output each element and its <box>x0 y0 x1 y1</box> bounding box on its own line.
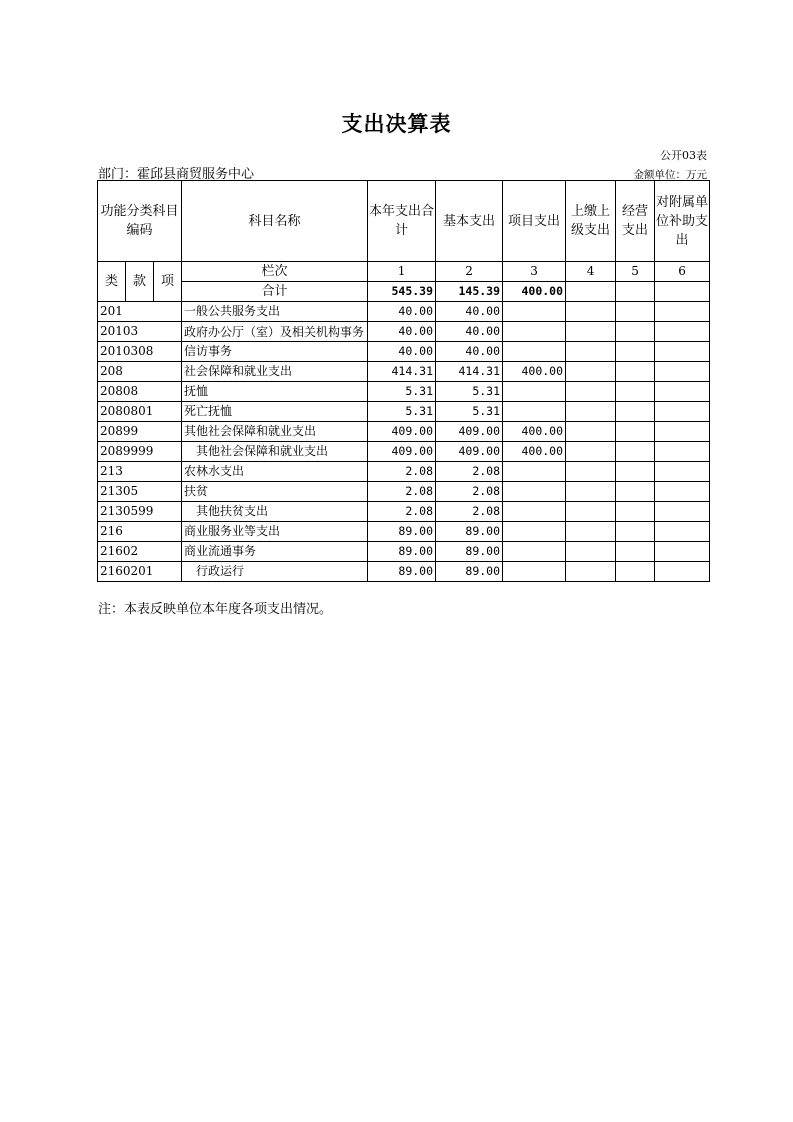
row-project: 400.00 <box>503 442 566 462</box>
row-total: 40.00 <box>368 322 436 342</box>
footnote: 注：本表反映单位本年度各项支出情况。 <box>98 602 333 617</box>
row-project <box>503 542 566 562</box>
row-subject-name: 其他扶贫支出 <box>182 502 368 522</box>
row-total: 409.00 <box>368 422 436 442</box>
row-basic: 2.08 <box>436 482 503 502</box>
row-subsidiary <box>655 382 710 402</box>
row-project: 400.00 <box>503 422 566 442</box>
row-project <box>503 522 566 542</box>
row-project <box>503 342 566 362</box>
row-project <box>503 402 566 422</box>
total-amount: 545.39 <box>368 282 436 302</box>
row-total: 2.08 <box>368 502 436 522</box>
row-business <box>616 502 655 522</box>
row-code: 20103 <box>98 322 182 342</box>
row-code: 216 <box>98 522 182 542</box>
row-project <box>503 322 566 342</box>
row-basic: 5.31 <box>436 402 503 422</box>
total-project: 400.00 <box>503 282 566 302</box>
row-subject-name: 其他社会保障和就业支出 <box>182 422 368 442</box>
row-total: 89.00 <box>368 562 436 582</box>
row-total: 414.31 <box>368 362 436 382</box>
expenditure-table <box>97 180 710 582</box>
col-index-5: 5 <box>616 262 655 282</box>
row-subsidiary <box>655 422 710 442</box>
row-business <box>616 302 655 322</box>
row-business <box>616 342 655 362</box>
row-basic: 414.31 <box>436 362 503 382</box>
row-subsidiary <box>655 302 710 322</box>
row-upper <box>566 402 616 422</box>
row-code: 2010308 <box>98 342 182 362</box>
header-row <box>98 181 710 262</box>
header-business: 经营支出 <box>616 181 655 262</box>
row-project <box>503 462 566 482</box>
row-business <box>616 422 655 442</box>
row-code: 20899 <box>98 422 182 442</box>
table-row <box>98 422 710 442</box>
amount-unit-label: 金额单位：万元 <box>633 169 707 181</box>
row-code: 2130599 <box>98 502 182 522</box>
table-row <box>98 562 710 582</box>
table-row <box>98 342 710 362</box>
row-subject-name: 行政运行 <box>182 562 368 582</box>
row-subsidiary <box>655 362 710 382</box>
table-row <box>98 382 710 402</box>
row-basic: 89.00 <box>436 562 503 582</box>
row-code: 20808 <box>98 382 182 402</box>
row-subject-name: 社会保障和就业支出 <box>182 362 368 382</box>
total-upper <box>566 282 616 302</box>
row-basic: 89.00 <box>436 522 503 542</box>
row-subsidiary <box>655 542 710 562</box>
row-subject-name: 信访事务 <box>182 342 368 362</box>
row-business <box>616 482 655 502</box>
col-index-6: 6 <box>655 262 710 282</box>
row-subsidiary <box>655 502 710 522</box>
row-code: 21305 <box>98 482 182 502</box>
row-upper <box>566 342 616 362</box>
row-basic: 2.08 <box>436 502 503 522</box>
row-upper <box>566 442 616 462</box>
row-upper <box>566 462 616 482</box>
header-subsidiary: 对附属单位补助支出 <box>655 181 710 262</box>
row-upper <box>566 382 616 402</box>
col-index-4: 4 <box>566 262 616 282</box>
row-upper <box>566 482 616 502</box>
row-business <box>616 462 655 482</box>
header-basic: 基本支出 <box>436 181 503 262</box>
row-subsidiary <box>655 462 710 482</box>
row-total: 89.00 <box>368 522 436 542</box>
row-subsidiary <box>655 522 710 542</box>
row-basic: 40.00 <box>436 322 503 342</box>
header-kuan: 款 <box>126 262 154 302</box>
row-subject-name: 一般公共服务支出 <box>182 302 368 322</box>
table-row <box>98 462 710 482</box>
row-business <box>616 562 655 582</box>
row-basic: 5.31 <box>436 382 503 402</box>
row-project: 400.00 <box>503 362 566 382</box>
row-basic: 89.00 <box>436 542 503 562</box>
row-total: 40.00 <box>368 342 436 362</box>
table-row <box>98 502 710 522</box>
page-title: 支出决算表 <box>341 112 452 136</box>
row-project <box>503 562 566 582</box>
row-basic: 2.08 <box>436 462 503 482</box>
row-total: 2.08 <box>368 482 436 502</box>
row-subject-name: 其他社会保障和就业支出 <box>182 442 368 462</box>
row-upper <box>566 502 616 522</box>
table-row <box>98 542 710 562</box>
row-basic: 40.00 <box>436 342 503 362</box>
total-row <box>98 282 710 302</box>
row-project <box>503 482 566 502</box>
row-subsidiary <box>655 402 710 422</box>
row-subsidiary <box>655 322 710 342</box>
row-subsidiary <box>655 442 710 462</box>
row-code: 2089999 <box>98 442 182 462</box>
header-upper: 上缴上级支出 <box>566 181 616 262</box>
row-business <box>616 522 655 542</box>
col-index-2: 2 <box>436 262 503 282</box>
table-row <box>98 362 710 382</box>
row-code: 213 <box>98 462 182 482</box>
row-business <box>616 322 655 342</box>
table-row <box>98 302 710 322</box>
row-project <box>503 382 566 402</box>
row-total: 40.00 <box>368 302 436 322</box>
row-basic: 40.00 <box>436 302 503 322</box>
row-basic: 409.00 <box>436 442 503 462</box>
row-total: 89.00 <box>368 542 436 562</box>
header-total: 本年支出合计 <box>368 181 436 262</box>
row-business <box>616 442 655 462</box>
header-lei: 类 <box>98 262 126 302</box>
row-subject-name: 抚恤 <box>182 382 368 402</box>
row-upper <box>566 322 616 342</box>
row-subsidiary <box>655 342 710 362</box>
row-total: 409.00 <box>368 442 436 462</box>
row-subject-name: 商业服务业等支出 <box>182 522 368 542</box>
row-code: 21602 <box>98 542 182 562</box>
table-row <box>98 402 710 422</box>
row-subject-name: 商业流通事务 <box>182 542 368 562</box>
row-subject-name: 政府办公厅（室）及相关机构事务 <box>182 322 368 342</box>
row-total: 2.08 <box>368 462 436 482</box>
header-project: 项目支出 <box>503 181 566 262</box>
row-subsidiary <box>655 562 710 582</box>
total-basic: 145.39 <box>436 282 503 302</box>
header-func-code: 功能分类科目编码 <box>98 181 182 262</box>
row-total: 5.31 <box>368 402 436 422</box>
row-code: 201 <box>98 302 182 322</box>
row-business <box>616 402 655 422</box>
row-project <box>503 502 566 522</box>
row-code: 2080801 <box>98 402 182 422</box>
row-upper <box>566 542 616 562</box>
row-code: 208 <box>98 362 182 382</box>
table-row <box>98 322 710 342</box>
row-upper <box>566 362 616 382</box>
header-xiang: 项 <box>154 262 182 302</box>
table-row <box>98 522 710 542</box>
table-row <box>98 482 710 502</box>
row-total: 5.31 <box>368 382 436 402</box>
department-label: 部门：霍邱县商贸服务中心 <box>98 167 255 182</box>
header-subject-name: 科目名称 <box>182 181 368 262</box>
header-lanci: 栏次 <box>182 262 368 282</box>
total-label: 合计 <box>182 282 368 302</box>
col-index-1: 1 <box>368 262 436 282</box>
table-row <box>98 442 710 462</box>
total-subsidiary <box>655 282 710 302</box>
row-subject-name: 扶贫 <box>182 482 368 502</box>
row-subsidiary <box>655 482 710 502</box>
row-upper <box>566 522 616 542</box>
row-subject-name: 死亡抚恤 <box>182 402 368 422</box>
row-business <box>616 362 655 382</box>
row-business <box>616 542 655 562</box>
row-upper <box>566 422 616 442</box>
row-project <box>503 302 566 322</box>
row-business <box>616 382 655 402</box>
row-upper <box>566 302 616 322</box>
form-number: 公开03表 <box>660 149 707 162</box>
total-business <box>616 282 655 302</box>
row-subject-name: 农林水支出 <box>182 462 368 482</box>
column-index-row <box>98 262 710 282</box>
row-upper <box>566 562 616 582</box>
row-basic: 409.00 <box>436 422 503 442</box>
row-code: 2160201 <box>98 562 182 582</box>
col-index-3: 3 <box>503 262 566 282</box>
